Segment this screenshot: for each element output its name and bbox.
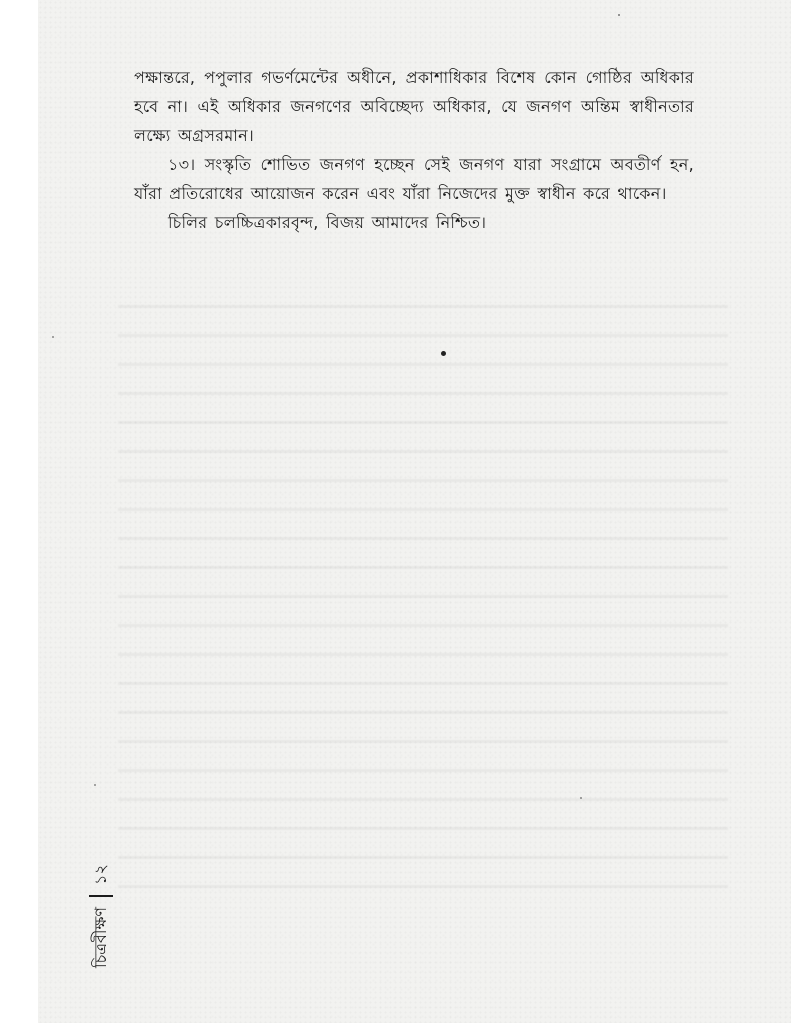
- ink-speck: [441, 351, 446, 356]
- footer-separator: [89, 895, 113, 897]
- ink-speck: [52, 336, 54, 338]
- paragraph-2: ১৩। সংস্কৃতি শোভিত জনগণ হচ্ছেন সেই জনগণ যারা সংগ্রামে অবতীর্ণ হন, যাঁরা প্রতিরোধের আয়োজন করেন এবং যাঁরা নিজেদের মুক্ত স্বাধীন করে থাকেন।: [134, 155, 694, 203]
- paragraph-1: পক্ষান্তরে, পপুলার গভর্ণমেন্টের অধীনে, প্রকাশাধিকার বিশেষ কোন গোষ্ঠির অধিকার হবে না। এই অধিকার জনগণের অবিচ্ছেদ্য অধিকার, যে জনগণ অন্তিম স্বাধীনতার লক্ষ্যে অগ্রসরমান।: [134, 68, 694, 145]
- ink-speck: [94, 784, 96, 786]
- page-number: ১২: [90, 864, 110, 885]
- document-page: [38, 0, 791, 1023]
- ink-speck: [580, 797, 582, 799]
- page-footer: [86, 858, 116, 968]
- paragraph-3: চিলির চলচ্চিত্রকারবৃন্দ, বিজয় আমাদের নিশ্চিত।: [168, 213, 487, 232]
- show-through-text: [118, 305, 728, 905]
- ink-speck: [618, 14, 620, 16]
- document-body: [134, 63, 694, 237]
- footer-title: চিত্রবীক্ষণ: [90, 906, 110, 968]
